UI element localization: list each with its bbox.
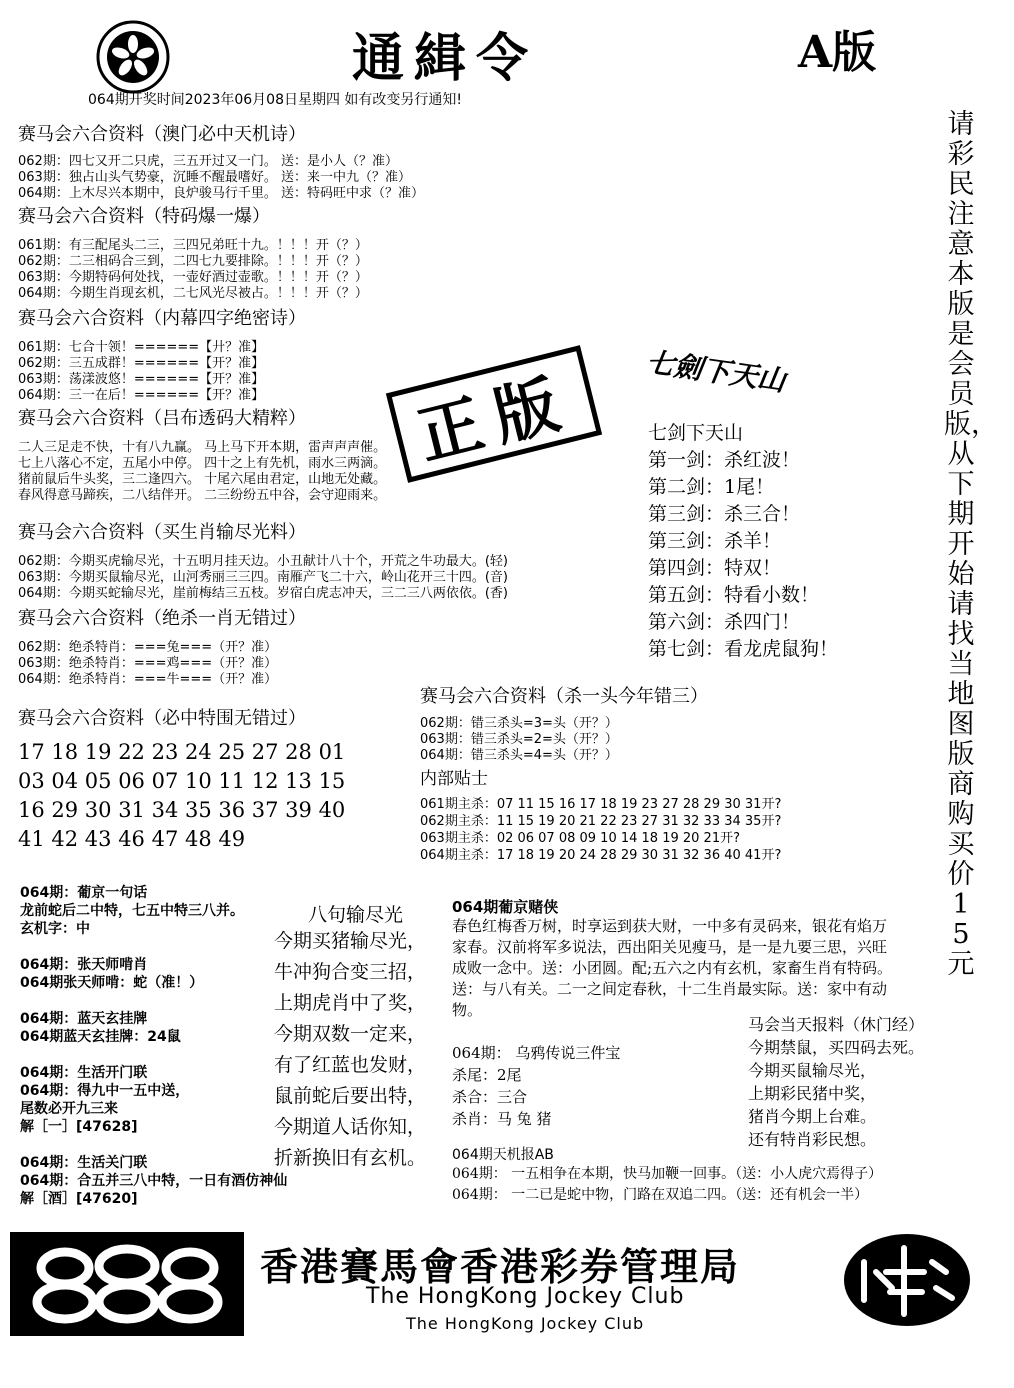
list-item: 送：与八有关。二一之间定春秋，十二生肖最实际。送：家中有动	[452, 980, 888, 998]
buyzodiac-list	[18, 554, 508, 602]
four-list	[18, 340, 264, 404]
list-item: 七上八落心不定，五尾小中停。 四十之上有先机，雨水三两滴。	[18, 456, 387, 471]
list-item: 物。	[452, 1001, 483, 1019]
list-item: 063期主杀：02 06 07 08 09 10 14 18 19 20 21开?	[420, 831, 740, 846]
list-item: 064期：生活开门联	[20, 1065, 148, 1081]
list-item: 062期：错三杀头=3=头（开？）	[420, 716, 618, 731]
list-item: 064期：合五并三八中特，一日有酒仿神仙	[20, 1173, 288, 1189]
list-item: 064期蓝天玄挂牌：24鼠	[20, 1029, 181, 1045]
list-item: 牛冲狗合变三招，	[274, 961, 427, 983]
list-item: 成败一念中。送：小团圆。配;五六之内有玄机，家畜生肖有特码。	[452, 959, 893, 977]
casino-text	[452, 916, 892, 1021]
list-item: 有了红蓝也发财，	[274, 1054, 427, 1076]
list-item: 第三剑：杀三合！	[648, 503, 801, 525]
list-item: 二人三足走不快，十有八九赢。 马上马下开本期，雷声声声催。	[18, 440, 387, 455]
poem-list	[18, 154, 424, 202]
list-item: 猪前鼠后牛头奖，三二逢四六。 十尾六尾由君定，山地无处藏。	[18, 472, 387, 487]
spacer	[20, 938, 287, 956]
list-item: 第四剑：特双！	[648, 557, 782, 579]
authentic-stamp	[386, 345, 602, 483]
list-item: 064期：三一在后！======【开？准】	[18, 388, 265, 403]
section-title-lubu: 赛马会六合资料（吕布透码大精粹）	[18, 408, 306, 429]
list-item: 折新换旧有玄机。	[274, 1147, 427, 1169]
edition-label: A版	[798, 27, 877, 78]
list-item: 064期：蓝天玄挂牌	[20, 1011, 148, 1027]
page-title: 通緝令	[352, 28, 539, 89]
section-title-buyzodiac: 赛马会六合资料（买生肖输尽光料）	[18, 522, 306, 543]
list-item: 上期虎肖中了奖，	[274, 992, 427, 1014]
footer-english-1: The HongKong Jockey Club	[366, 1284, 685, 1309]
list-item: 064期：生活关门联	[20, 1155, 148, 1171]
report-list	[748, 1036, 924, 1151]
list-item: 062期：绝杀特肖：===兔===（开？准）	[18, 640, 278, 655]
list-item: 今期道人话你知，	[274, 1116, 427, 1138]
list-item: 064期：绝杀特肖：===牛===（开？准）	[18, 672, 278, 687]
list-item: 上期彩民猪中奖，	[748, 1084, 877, 1103]
killone-list	[18, 640, 277, 688]
club-logo	[96, 20, 170, 94]
list-item: 064期主杀：17 18 19 20 24 28 29 30 31 32 36 40 41开?	[420, 848, 782, 863]
list-item: 063期：独占山头气势豪，沉睡不醒最嗜好。 送：来一中九（？准）	[18, 170, 411, 185]
list-item: 杀肖：马 兔 猪	[452, 1110, 552, 1128]
list-item: 今期买鼠输尽光，	[748, 1061, 877, 1080]
list-item: 064期：得九中一五中送，	[20, 1083, 190, 1099]
list-item: 杀尾：2尾	[452, 1066, 522, 1084]
tianji-title: 064期天机报AB	[452, 1147, 554, 1163]
insider-list	[420, 796, 781, 864]
section-title-range: 赛马会六合资料（必中特围无错过）	[18, 708, 306, 729]
footer-left-emblem	[10, 1232, 244, 1336]
list-item: 春色红梅香万树，时享运到获大财，一中多有灵码来，银花有焰万	[452, 917, 888, 935]
swords-list	[648, 420, 838, 663]
lubu-list	[18, 440, 386, 504]
stamp-label: 正版	[410, 364, 581, 475]
casino-title: 064期葡京赌侠	[452, 898, 559, 916]
poem8-title: 八句输尽光	[308, 904, 404, 926]
list-item: 杀合：三合	[452, 1088, 528, 1106]
list-item: 064期：张天师啃肖	[20, 957, 148, 973]
section-title-four: 赛马会六合资料（内幕四字绝密诗）	[18, 308, 306, 329]
list-item: 062期：四七又开二只虎，三五开过又一门。 送：是小人（？准）	[18, 154, 398, 169]
list-item: 064期张天师啃：蛇（准！）	[20, 975, 204, 991]
list-item: 064期：上木尽兴本期中，良炉骏马行千里。 送：特码旺中求（？准）	[18, 186, 424, 201]
list-item: 063期：今期买鼠输尽光，山河秀丽三三四。南雁产飞二十六，岭山花开三十四。(音)	[18, 570, 508, 585]
spacer	[20, 992, 287, 1010]
range-grid	[18, 738, 345, 854]
list-item: 第三剑：杀羊！	[648, 530, 782, 552]
list-item: 第七剑：看龙虎鼠狗！	[648, 638, 839, 660]
list-item: 063期：今期特码何处找，一壶好酒过壶歌。！！！开（？）	[18, 270, 368, 285]
list-item: 解［一］[47628]	[20, 1119, 138, 1135]
footer-chinese: 香港賽馬會香港彩券管理局	[260, 1244, 741, 1289]
swords-title: 七剑下天山	[648, 422, 744, 444]
number-row: 17 18 19 22 23 24 25 27 28 01	[18, 740, 346, 764]
list-item: 063期：错三杀头=2=头（开？）	[420, 732, 618, 747]
crow-list	[452, 1042, 620, 1130]
footer-right-seal	[842, 1232, 972, 1328]
list-item: 今期双数一定来，	[274, 1023, 427, 1045]
list-item: 尾数必开九三来	[20, 1101, 118, 1117]
list-item: 第二剑：1尾！	[648, 476, 775, 498]
list-item: 第一剑：杀红波！	[648, 449, 801, 471]
list-item: 064期：葡京一句话	[20, 885, 148, 901]
list-item: 062期主杀：11 15 19 20 21 22 23 27 31 32 33 34 35开?	[420, 814, 782, 829]
list-item: 今期禁鼠，买四码去死。	[748, 1038, 925, 1057]
section-title-killhead: 赛马会六合资料（杀一头今年错三）	[420, 686, 708, 707]
draw-notice: 064期开奖时间2023年06月08日星期四 如有改变另行通知!	[88, 92, 463, 108]
list-item: 063期：绝杀特肖：===鸡===（开？准）	[18, 656, 278, 671]
report-title: 马会当天报料（休门经）	[748, 1015, 925, 1034]
tianji-list	[452, 1164, 882, 1206]
side-notice: 请彩民注意本版是会员版，从下期开始请找当地图版商购买价15元	[944, 109, 998, 980]
swords-banner: 七劍下天山	[644, 345, 788, 398]
footer-english-2: The HongKong Jockey Club	[406, 1314, 645, 1333]
killhead-list	[420, 716, 618, 764]
list-item: 还有特肖彩民想。	[748, 1130, 877, 1149]
list-item: 猪肖今期上台难。	[748, 1107, 877, 1126]
list-item: 063期：荡漾波悠！======【开？准】	[18, 372, 265, 387]
list-item: 061期主杀：07 11 15 16 17 18 19 23 27 28 29 30 31开?	[420, 797, 782, 812]
list-item: 062期：三五成群！======【开？准】	[18, 356, 265, 371]
list-item: 061期：有三配尾头二三，三四兄弟旺十九。！！！开（？）	[18, 238, 368, 253]
list-item: 064期： 一二已是蛇中物，门路在双追二四。（送：还有机会一半）	[452, 1187, 869, 1203]
explode-list	[18, 238, 368, 302]
list-item: 第六剑：杀四门！	[648, 611, 801, 633]
bottom-left-list	[20, 884, 287, 1208]
list-item: 今期买猪输尽光，	[274, 930, 427, 952]
list-item: 064期：错三杀头=4=头（开？）	[420, 748, 618, 763]
list-item: 龙前蛇后二中特，七五中特三八并。	[20, 903, 244, 919]
list-item: 064期：今期生肖现玄机，二七风光尽被占。！！！开（？）	[18, 286, 368, 301]
section-title-explode: 赛马会六合资料（特码爆一爆）	[18, 206, 270, 227]
list-item: 家春。汉前将军多说法，西出阳关见瘦马，是一是九要三思，兴旺	[452, 938, 888, 956]
list-item: 064期： 一五相争在本期，快马加鞭一回事。（送：小人虎穴焉得子）	[452, 1166, 883, 1182]
list-item: 第五剑：特看小数！	[648, 584, 820, 606]
section-title-killone: 赛马会六合资料（绝杀一肖无错过）	[18, 608, 306, 629]
list-item: 064期： 乌鸦传说三件宝	[452, 1044, 621, 1062]
number-row: 41 42 43 46 47 48 49	[18, 827, 246, 851]
list-item: 春风得意马蹄疾，二八结伴开。 二三纷纷五中谷，会守迎雨来。	[18, 488, 387, 503]
poem8-list	[274, 926, 426, 1174]
list-item: 玄机字：中	[20, 921, 90, 937]
list-item: 062期：二三相码合三到，二四七九要排除。！！！开（？）	[18, 254, 368, 269]
list-item: 解［酒］[47620]	[20, 1191, 138, 1207]
list-item: 鼠前蛇后要出特，	[274, 1085, 427, 1107]
spacer	[20, 1136, 287, 1154]
list-item: 061期：七合十领！======【廾？准】	[18, 340, 265, 355]
insider-title: 内部贴士	[420, 769, 488, 789]
number-row: 03 04 05 06 07 10 11 12 13 15	[18, 769, 346, 793]
list-item: 064期：今期买蛇输尽光，崖前梅结三五枝。岁宿白虎志冲天，三二三八两依依。(香)	[18, 586, 508, 601]
section-title-poem: 赛马会六合资料（澳门必中天机诗）	[18, 124, 306, 145]
number-row: 16 29 30 31 34 35 36 37 39 40	[18, 798, 346, 822]
list-item: 062期：今期买虎输尽光，十五明月挂天边。小丑献计八十个，开荒之牛功最大。(轻)	[18, 554, 508, 569]
spacer	[20, 1046, 287, 1064]
